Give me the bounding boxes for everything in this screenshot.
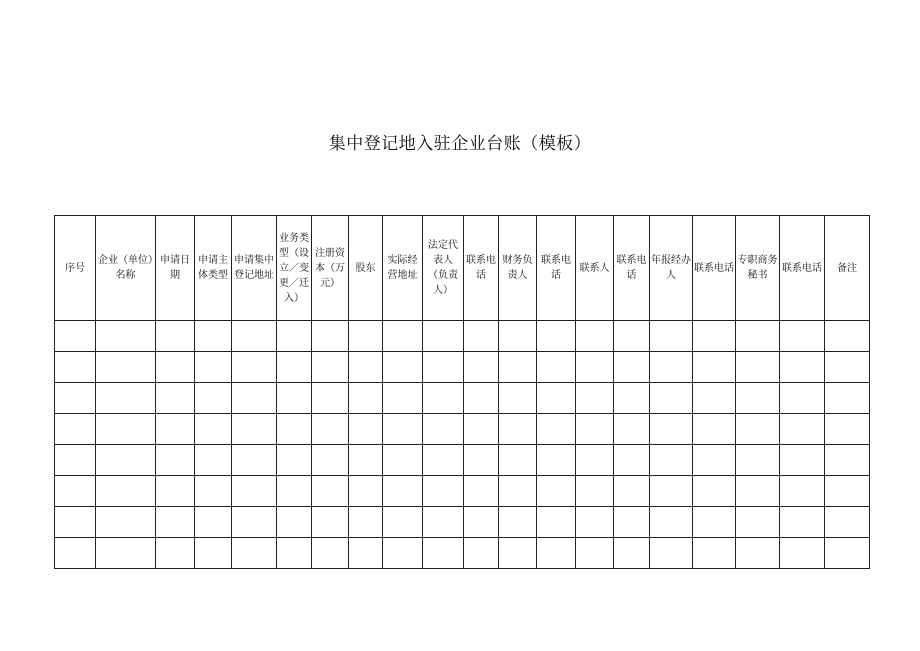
table-cell bbox=[825, 321, 870, 352]
header-cell-registration-address: 申请集中登记地址 bbox=[232, 216, 277, 321]
ledger-body bbox=[55, 321, 870, 569]
table-cell bbox=[614, 414, 650, 445]
table-cell bbox=[825, 352, 870, 383]
header-cell-phone-5: 联系电话 bbox=[780, 216, 825, 321]
table-cell bbox=[383, 476, 423, 507]
header-cell-company-name: 企业（单位）名称 bbox=[96, 216, 156, 321]
table-cell bbox=[780, 445, 825, 476]
table-cell bbox=[650, 507, 693, 538]
table-cell bbox=[780, 321, 825, 352]
table-cell bbox=[614, 538, 650, 569]
table-row bbox=[55, 507, 870, 538]
table-cell bbox=[576, 352, 614, 383]
table-cell bbox=[195, 414, 232, 445]
table-cell bbox=[383, 383, 423, 414]
table-cell bbox=[312, 321, 349, 352]
table-cell bbox=[55, 321, 96, 352]
header-cell-registered-capital: 注册资本（万元） bbox=[312, 216, 349, 321]
table-cell bbox=[614, 321, 650, 352]
table-cell bbox=[55, 414, 96, 445]
table-cell bbox=[156, 538, 195, 569]
table-cell bbox=[156, 476, 195, 507]
table-cell bbox=[576, 383, 614, 414]
header-cell-business-secretary: 专职商务秘书 bbox=[736, 216, 780, 321]
table-cell bbox=[537, 445, 576, 476]
table-cell bbox=[736, 352, 780, 383]
table-cell bbox=[195, 476, 232, 507]
header-cell-shareholders: 股东 bbox=[349, 216, 383, 321]
table-cell bbox=[195, 445, 232, 476]
table-cell bbox=[232, 538, 277, 569]
table-row bbox=[55, 445, 870, 476]
table-cell bbox=[232, 321, 277, 352]
page-title: 集中登记地入驻企业台账（模板） bbox=[328, 134, 592, 154]
table-cell bbox=[576, 445, 614, 476]
table-cell bbox=[825, 538, 870, 569]
table-cell bbox=[614, 352, 650, 383]
table-cell bbox=[576, 507, 614, 538]
table-cell bbox=[464, 414, 499, 445]
table-cell bbox=[736, 445, 780, 476]
table-cell bbox=[614, 383, 650, 414]
table-cell bbox=[349, 538, 383, 569]
table-cell bbox=[650, 445, 693, 476]
table-cell bbox=[312, 507, 349, 538]
table-cell bbox=[693, 476, 736, 507]
table-cell bbox=[383, 321, 423, 352]
table-cell bbox=[277, 352, 312, 383]
header-cell-operating-address: 实际经营地址 bbox=[383, 216, 423, 321]
table-cell bbox=[312, 538, 349, 569]
table-cell bbox=[277, 414, 312, 445]
table-cell bbox=[537, 383, 576, 414]
table-cell bbox=[156, 321, 195, 352]
table-cell bbox=[576, 476, 614, 507]
header-cell-phone-1: 联系电话 bbox=[464, 216, 499, 321]
table-row bbox=[55, 414, 870, 445]
header-cell-serial-no: 序号 bbox=[55, 216, 96, 321]
header-cell-legal-representative: 法定代表人（负责人） bbox=[423, 216, 464, 321]
table-cell bbox=[650, 383, 693, 414]
table-cell bbox=[277, 321, 312, 352]
header-cell-phone-2: 联系电话 bbox=[537, 216, 576, 321]
table-cell bbox=[736, 414, 780, 445]
table-cell bbox=[55, 507, 96, 538]
table-cell bbox=[312, 414, 349, 445]
table-cell bbox=[232, 445, 277, 476]
table-cell bbox=[277, 538, 312, 569]
table-cell bbox=[780, 414, 825, 445]
table-cell bbox=[499, 321, 537, 352]
table-cell bbox=[349, 476, 383, 507]
header-cell-annual-report-handler: 年报经办人 bbox=[650, 216, 693, 321]
table-cell bbox=[195, 507, 232, 538]
table-cell bbox=[736, 507, 780, 538]
table-row bbox=[55, 321, 870, 352]
table-cell bbox=[499, 352, 537, 383]
table-cell bbox=[693, 352, 736, 383]
table-cell bbox=[537, 352, 576, 383]
table-cell bbox=[825, 445, 870, 476]
table-row bbox=[55, 476, 870, 507]
ledger-table bbox=[54, 215, 870, 569]
table-cell bbox=[499, 538, 537, 569]
table-cell bbox=[423, 414, 464, 445]
table-cell bbox=[499, 507, 537, 538]
table-cell bbox=[423, 538, 464, 569]
table-cell bbox=[232, 507, 277, 538]
header-cell-remarks: 备注 bbox=[825, 216, 870, 321]
table-cell bbox=[537, 321, 576, 352]
table-cell bbox=[383, 352, 423, 383]
table-cell bbox=[576, 414, 614, 445]
table-cell bbox=[349, 507, 383, 538]
table-cell bbox=[96, 321, 156, 352]
table-cell bbox=[499, 476, 537, 507]
table-cell bbox=[736, 476, 780, 507]
table-cell bbox=[277, 383, 312, 414]
table-cell bbox=[825, 476, 870, 507]
table-cell bbox=[96, 538, 156, 569]
header-cell-application-date: 申请日期 bbox=[156, 216, 195, 321]
table-cell bbox=[277, 445, 312, 476]
table-cell bbox=[464, 476, 499, 507]
table-cell bbox=[650, 321, 693, 352]
header-cell-finance-manager: 财务负责人 bbox=[499, 216, 537, 321]
table-cell bbox=[780, 538, 825, 569]
table-cell bbox=[156, 383, 195, 414]
table-cell bbox=[537, 476, 576, 507]
table-cell bbox=[349, 321, 383, 352]
table-cell bbox=[232, 383, 277, 414]
table-cell bbox=[614, 445, 650, 476]
table-cell bbox=[736, 538, 780, 569]
table-cell bbox=[277, 507, 312, 538]
table-cell bbox=[195, 383, 232, 414]
table-cell bbox=[55, 445, 96, 476]
header-cell-contact-person: 联系人 bbox=[576, 216, 614, 321]
header-cell-applicant-type: 申请主体类型 bbox=[195, 216, 232, 321]
table-cell bbox=[780, 507, 825, 538]
table-cell bbox=[232, 414, 277, 445]
table-cell bbox=[423, 445, 464, 476]
table-cell bbox=[195, 321, 232, 352]
table-cell bbox=[383, 538, 423, 569]
table-cell bbox=[576, 538, 614, 569]
table-cell bbox=[780, 476, 825, 507]
table-cell bbox=[195, 538, 232, 569]
table-cell bbox=[96, 445, 156, 476]
table-cell bbox=[780, 352, 825, 383]
table-cell bbox=[96, 352, 156, 383]
table-cell bbox=[464, 445, 499, 476]
table-cell bbox=[825, 383, 870, 414]
table-cell bbox=[156, 352, 195, 383]
table-cell bbox=[277, 476, 312, 507]
table-row bbox=[55, 352, 870, 383]
table-cell bbox=[423, 352, 464, 383]
table-cell bbox=[537, 538, 576, 569]
table-cell bbox=[383, 445, 423, 476]
table-cell bbox=[349, 414, 383, 445]
table-row bbox=[55, 538, 870, 569]
table-cell bbox=[232, 476, 277, 507]
table-row bbox=[55, 383, 870, 414]
table-cell bbox=[693, 414, 736, 445]
table-cell bbox=[464, 321, 499, 352]
table-cell bbox=[693, 538, 736, 569]
table-cell bbox=[423, 321, 464, 352]
table-cell bbox=[423, 383, 464, 414]
table-cell bbox=[232, 352, 277, 383]
table-cell bbox=[464, 507, 499, 538]
table-cell bbox=[312, 383, 349, 414]
table-cell bbox=[464, 383, 499, 414]
table-cell bbox=[825, 414, 870, 445]
table-cell bbox=[650, 476, 693, 507]
table-cell bbox=[650, 538, 693, 569]
table-cell bbox=[576, 321, 614, 352]
table-cell bbox=[693, 507, 736, 538]
table-cell bbox=[423, 507, 464, 538]
table-cell bbox=[96, 383, 156, 414]
table-cell bbox=[349, 445, 383, 476]
table-cell bbox=[55, 352, 96, 383]
table-cell bbox=[825, 507, 870, 538]
table-cell bbox=[349, 352, 383, 383]
table-cell bbox=[650, 352, 693, 383]
table-cell bbox=[499, 383, 537, 414]
table-cell bbox=[96, 414, 156, 445]
table-cell bbox=[55, 476, 96, 507]
table-cell bbox=[614, 476, 650, 507]
table-cell bbox=[614, 507, 650, 538]
header-cell-business-type: 业务类型（设立／变更／迁入） bbox=[277, 216, 312, 321]
table-cell bbox=[693, 383, 736, 414]
table-cell bbox=[383, 507, 423, 538]
table-cell bbox=[693, 445, 736, 476]
table-cell bbox=[736, 383, 780, 414]
table-cell bbox=[312, 352, 349, 383]
table-cell bbox=[312, 476, 349, 507]
table-cell bbox=[383, 414, 423, 445]
table-cell bbox=[537, 507, 576, 538]
header-cell-phone-4: 联系电话 bbox=[693, 216, 736, 321]
table-cell bbox=[156, 445, 195, 476]
table-cell bbox=[736, 321, 780, 352]
table-cell bbox=[349, 383, 383, 414]
table-cell bbox=[650, 414, 693, 445]
table-cell bbox=[499, 445, 537, 476]
table-cell bbox=[55, 538, 96, 569]
table-cell bbox=[96, 507, 156, 538]
table-cell bbox=[195, 352, 232, 383]
table-cell bbox=[537, 414, 576, 445]
table-cell bbox=[156, 414, 195, 445]
header-row bbox=[55, 216, 870, 321]
table-cell bbox=[156, 507, 195, 538]
table-cell bbox=[464, 538, 499, 569]
table-cell bbox=[55, 383, 96, 414]
table-cell bbox=[96, 476, 156, 507]
header-cell-phone-3: 联系电话 bbox=[614, 216, 650, 321]
table-cell bbox=[423, 476, 464, 507]
table-cell bbox=[693, 321, 736, 352]
table-cell bbox=[780, 383, 825, 414]
table-cell bbox=[499, 414, 537, 445]
table-cell bbox=[312, 445, 349, 476]
table-cell bbox=[464, 352, 499, 383]
